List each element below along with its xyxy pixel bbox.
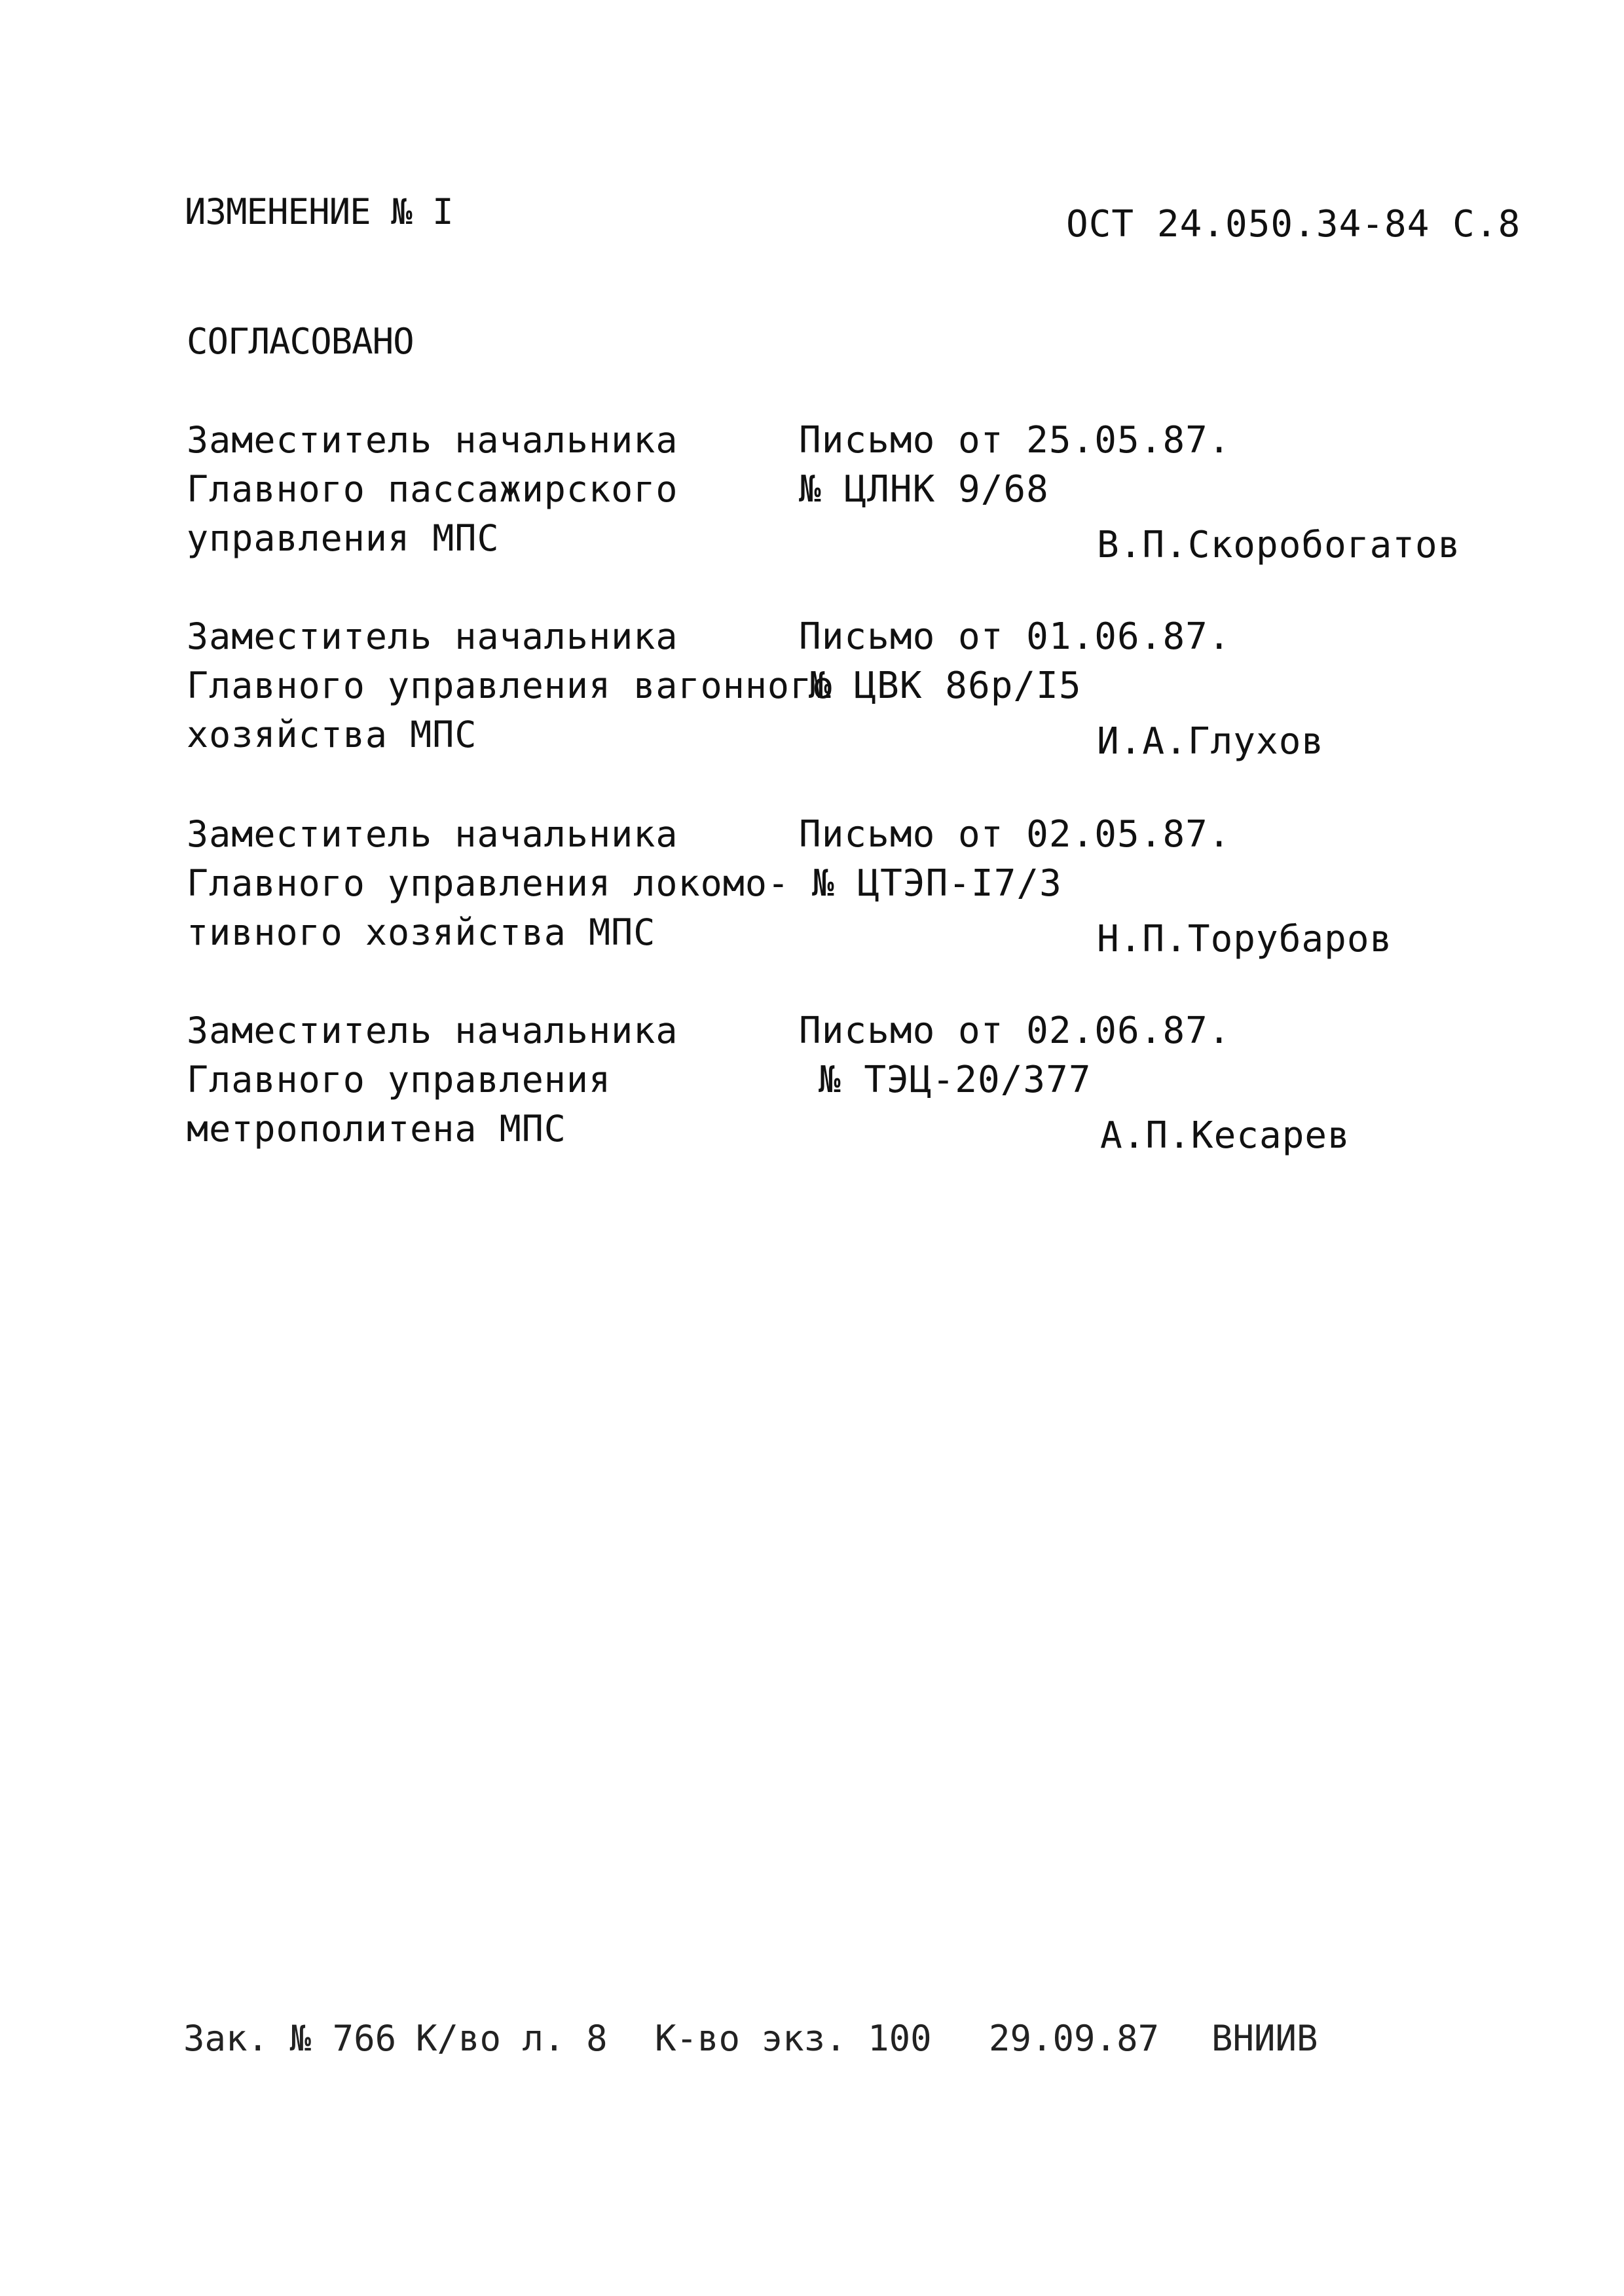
signer-name: В.П.Скоробогатов <box>1097 524 1461 566</box>
change-number-label: ИЗМЕНЕНИЕ № I <box>185 191 453 232</box>
organization: ВНИИВ <box>1211 2018 1318 2059</box>
signer-name: И.А.Глухов <box>1097 720 1325 763</box>
position-line: Заместитель начальника <box>187 615 678 657</box>
position-line: хозяйства МПС <box>187 714 477 756</box>
position-line: Заместитель начальника <box>187 419 678 461</box>
letter-number: № ЦТЭП-I7/3 <box>812 862 1062 905</box>
letter-date: Письмо от 25.05.87. <box>799 419 1231 462</box>
position-line: тивного хозяйства МПС <box>187 911 656 953</box>
agreed-heading: СОГЛАСОВАНО <box>187 321 414 362</box>
letter-date: Письмо от 01.06.87. <box>799 615 1231 658</box>
standard-designation: ОСТ 24.050.34-84 С.8 <box>1066 203 1521 246</box>
position-line: Главного управления локомо- <box>187 862 790 904</box>
letter-date: Письмо от 02.05.87. <box>799 813 1231 856</box>
letter-number: № ТЭЦ-20/377 <box>819 1059 1092 1101</box>
signer-name: Н.П.Торубаров <box>1097 918 1393 960</box>
position-line: управления МПС <box>187 517 500 559</box>
position-line: Заместитель начальника <box>187 1010 678 1051</box>
print-imprint <box>183 2018 1493 2070</box>
position-line: Главного пассажирского <box>187 468 678 510</box>
sheet-count: К/во л. 8 <box>416 2018 608 2059</box>
print-date: 29.09.87 <box>989 2018 1160 2059</box>
letter-date: Письмо от 02.06.87. <box>799 1010 1231 1052</box>
position-line: Главного управления вагонного <box>187 665 835 706</box>
signer-name: А.П.Кесарев <box>1100 1114 1350 1157</box>
order-number: Зак. № 766 <box>183 2018 397 2059</box>
position-line: Главного управления <box>187 1059 612 1101</box>
position-line: Заместитель начальника <box>187 813 678 855</box>
copy-count: К-во экз. 100 <box>655 2018 932 2059</box>
position-line: метрополитена МПС <box>187 1108 566 1150</box>
letter-number: № ЦЛНК 9/68 <box>799 468 1049 511</box>
letter-number: № ЦВК 86р/I5 <box>809 665 1082 707</box>
